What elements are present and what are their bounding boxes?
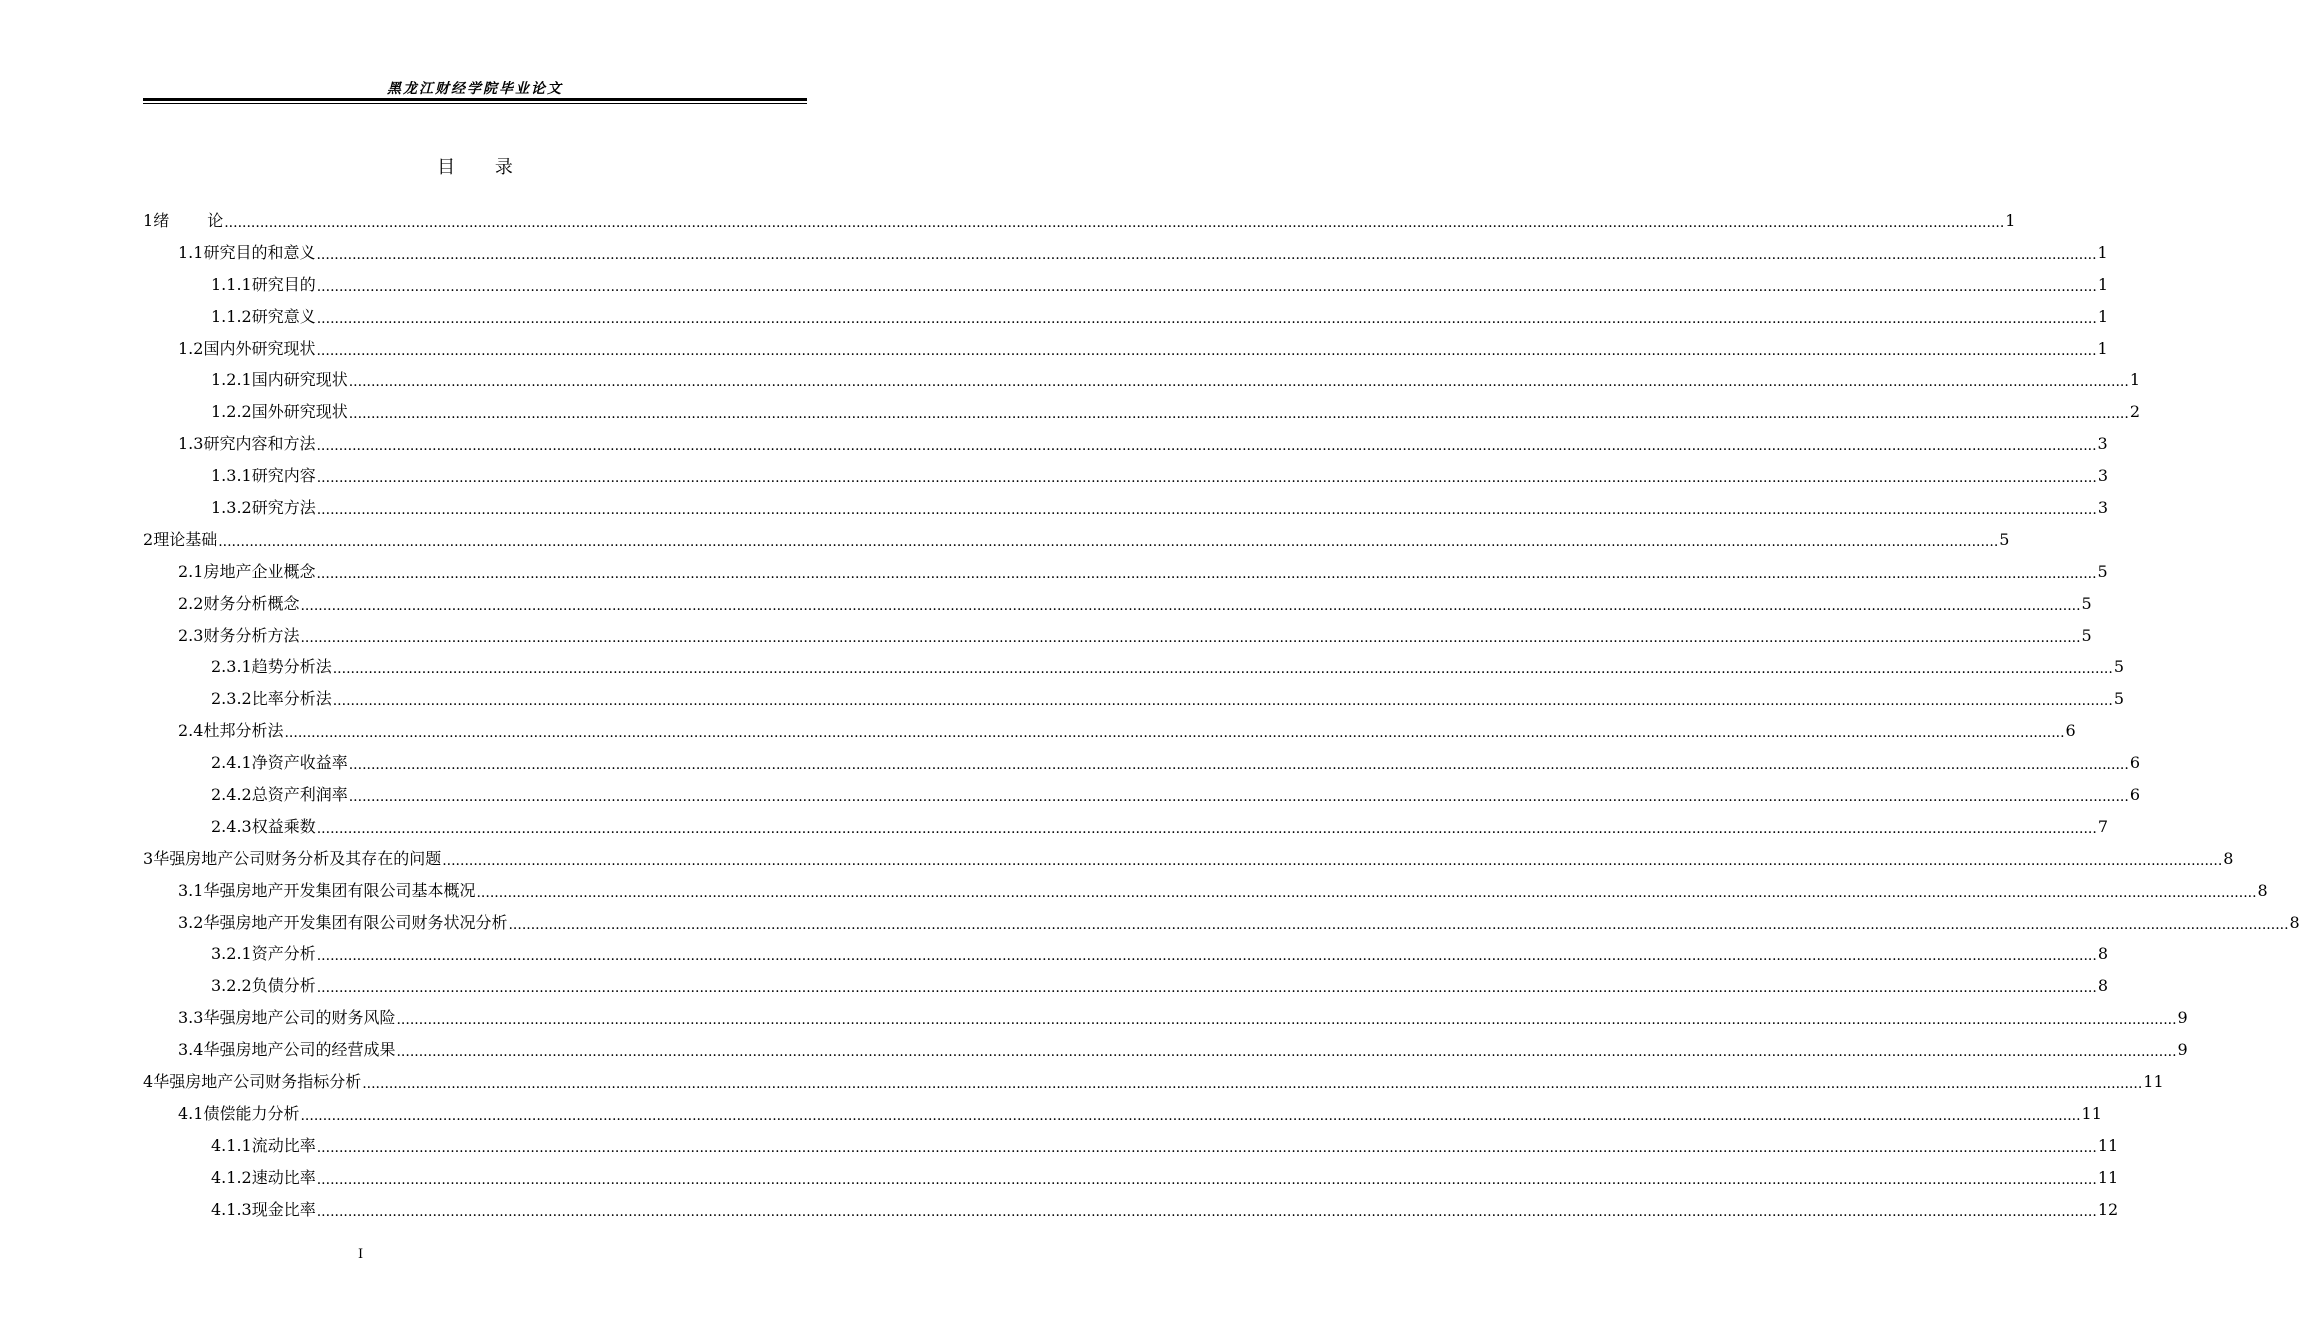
- toc-entry-page: 11: [2143, 1071, 2164, 1091]
- toc-entry-page: 11: [2097, 1135, 2119, 1155]
- toc-entry[interactable]: [143, 683, 2124, 715]
- toc-entry-title: 研究目的和意义: [203, 242, 316, 262]
- toc-dot-leader: ................................................................................................................................................................................................................................................................................................................................................................................................................: [348, 788, 2129, 805]
- toc-entry-title: 债偿能力分析: [203, 1103, 300, 1123]
- toc-entry[interactable]: [143, 1002, 2188, 1034]
- toc-dot-leader: ................................................................................................................................................................................................................................................................................................................................................................................................................: [284, 725, 2065, 742]
- toc-entry-page: 5: [2113, 657, 2124, 677]
- toc-entry[interactable]: [143, 747, 2140, 779]
- toc-entry-page: 1: [2097, 306, 2108, 326]
- toc-dot-leader: ................................................................................................................................................................................................................................................................................................................................................................................................................: [300, 629, 2081, 646]
- toc-entry-title: 趋势分析法: [251, 657, 332, 677]
- toc-entry-title: 研究意义: [251, 306, 316, 326]
- toc-entry-number: 2.4.2: [211, 784, 252, 804]
- toc-entry-title: 理论基础: [153, 529, 218, 549]
- toc-entry-page: 5: [2081, 625, 2092, 645]
- header-rule-thick: [143, 98, 807, 101]
- toc-dot-leader: ................................................................................................................................................................................................................................................................................................................................................................................................................: [316, 310, 2097, 327]
- toc-entry-title: 研究内容和方法: [203, 434, 316, 454]
- toc-entry[interactable]: [143, 205, 2016, 237]
- toc-dot-leader: ................................................................................................................................................................................................................................................................................................................................................................................................................: [316, 438, 2097, 455]
- toc-entry-page: 5: [2097, 561, 2108, 581]
- toc-entry-number: 2.4: [178, 721, 204, 741]
- toc-entry-page: 8: [2097, 944, 2108, 964]
- toc-entry[interactable]: [143, 715, 2076, 747]
- toc-entry-number: 1.1.2: [211, 306, 252, 326]
- toc-dot-leader: ................................................................................................................................................................................................................................................................................................................................................................................................................: [316, 470, 2097, 487]
- toc-entry-page: 9: [2177, 1040, 2188, 1060]
- toc-entry-title: 总资产利润率: [251, 784, 348, 804]
- toc-entry-number: 2.3.1: [211, 657, 252, 677]
- toc-entry[interactable]: [143, 269, 2108, 301]
- toc-dot-leader: ................................................................................................................................................................................................................................................................................................................................................................................................................: [348, 374, 2129, 391]
- toc-entry-page: 1: [2129, 370, 2140, 390]
- toc-entry[interactable]: [143, 620, 2092, 652]
- toc-heading: [0, 153, 950, 179]
- toc-dot-leader: ................................................................................................................................................................................................................................................................................................................................................................................................................: [396, 1044, 2177, 1061]
- toc-entry[interactable]: [143, 1194, 2119, 1226]
- header-rule-thin: [143, 103, 807, 104]
- toc-entry-page: 3: [2097, 434, 2108, 454]
- toc-entry[interactable]: [143, 301, 2108, 333]
- toc-entry-number: 2.1: [178, 561, 204, 581]
- toc-entry[interactable]: [143, 556, 2108, 588]
- toc-entry-page: 1: [2097, 274, 2108, 294]
- toc-dot-leader: ................................................................................................................................................................................................................................................................................................................................................................................................................: [316, 820, 2097, 837]
- toc-entry-title: 流动比率: [251, 1135, 316, 1155]
- toc-entry-number: 4.1.3: [211, 1199, 252, 1219]
- toc-entry-title: 绪论: [153, 210, 224, 230]
- toc-entry-title: 华强房地产公司财务分析及其存在的问题: [153, 848, 442, 868]
- toc-entry-number: 4.1: [178, 1103, 204, 1123]
- toc-dot-leader: ................................................................................................................................................................................................................................................................................................................................................................................................................: [396, 1012, 2177, 1029]
- document-header-title: 黑龙江财经学院毕业论文: [387, 81, 563, 97]
- toc-entry-page: 1: [2097, 338, 2108, 358]
- toc-entry-page: 7: [2097, 816, 2108, 836]
- toc-entry[interactable]: [143, 875, 2268, 907]
- toc-entry-page: 1: [2097, 242, 2108, 262]
- toc-entry-number: 2.3.2: [211, 689, 252, 709]
- toc-entry[interactable]: [143, 1162, 2119, 1194]
- toc-dot-leader: ................................................................................................................................................................................................................................................................................................................................................................................................................: [316, 980, 2097, 997]
- toc-entry-title: 负债分析: [251, 976, 316, 996]
- toc-entry-page: 6: [2065, 721, 2076, 741]
- toc-entry[interactable]: [143, 970, 2108, 1002]
- toc-entry-title: 房地产企业概念: [203, 561, 316, 581]
- toc-dot-leader: ................................................................................................................................................................................................................................................................................................................................................................................................................: [316, 565, 2097, 582]
- toc-entry-number: 3: [143, 848, 154, 868]
- toc-heading-char-2: 录: [494, 157, 513, 178]
- toc-entry-page: 11: [2081, 1103, 2102, 1123]
- toc-entry-title: 华强房地产公司的财务风险: [203, 1008, 396, 1028]
- toc-entry-page: 8: [2097, 976, 2108, 996]
- toc-entry-title: 研究目的: [251, 274, 316, 294]
- toc-entry-number: 2.4.1: [211, 753, 252, 773]
- toc-heading-char-1: 目: [437, 157, 456, 178]
- toc-entry-title: 权益乘数: [251, 816, 316, 836]
- toc-dot-leader: ................................................................................................................................................................................................................................................................................................................................................................................................................: [348, 757, 2129, 774]
- toc-entry-number: 3.2.2: [211, 976, 252, 996]
- toc-entry[interactable]: [143, 1034, 2188, 1066]
- toc-entry-number: 1.2: [178, 338, 204, 358]
- toc-dot-leader: ................................................................................................................................................................................................................................................................................................................................................................................................................: [316, 278, 2097, 295]
- toc-entry[interactable]: [143, 651, 2124, 683]
- page-number: I: [358, 1247, 364, 1262]
- toc-dot-leader: ................................................................................................................................................................................................................................................................................................................................................................................................................: [508, 916, 2289, 933]
- toc-entry-page: 5: [2081, 593, 2092, 613]
- toc-dot-leader: ................................................................................................................................................................................................................................................................................................................................................................................................................: [316, 948, 2097, 965]
- toc-entry-page: 8: [2289, 912, 2300, 932]
- toc-dot-leader: ................................................................................................................................................................................................................................................................................................................................................................................................................: [442, 852, 2223, 869]
- toc-entry-page: 8: [2257, 880, 2268, 900]
- toc-entry-page: 12: [2097, 1199, 2119, 1219]
- toc-entry-number: 2: [143, 529, 154, 549]
- toc-entry-title: 现金比率: [251, 1199, 316, 1219]
- toc-entry[interactable]: [143, 1098, 2102, 1130]
- toc-entry[interactable]: [143, 843, 2234, 875]
- toc-entry-title: 国内外研究现状: [203, 338, 316, 358]
- toc-entry-number: 1.3.1: [211, 466, 252, 486]
- toc-entry-number: 4: [143, 1071, 154, 1091]
- toc-entry-title: 速动比率: [251, 1167, 316, 1187]
- toc-dot-leader: ................................................................................................................................................................................................................................................................................................................................................................................................................: [316, 246, 2097, 263]
- toc-dot-leader: ................................................................................................................................................................................................................................................................................................................................................................................................................: [218, 533, 1999, 550]
- toc-dot-leader: ................................................................................................................................................................................................................................................................................................................................................................................................................: [316, 501, 2097, 518]
- toc-dot-leader: ................................................................................................................................................................................................................................................................................................................................................................................................................: [332, 661, 2113, 678]
- toc-entry-page: 6: [2129, 784, 2140, 804]
- toc-dot-leader: ................................................................................................................................................................................................................................................................................................................................................................................................................: [300, 597, 2081, 614]
- toc-entry-number: 1.3: [178, 434, 204, 454]
- toc-entry-title: 华强房地产开发集团有限公司财务状况分析: [203, 912, 508, 932]
- toc-entry-page: 3: [2097, 466, 2108, 486]
- toc-entry[interactable]: [143, 492, 2108, 524]
- toc-dot-leader: ................................................................................................................................................................................................................................................................................................................................................................................................................: [348, 406, 2129, 423]
- toc-entry-title: 国外研究现状: [251, 402, 348, 422]
- toc-dot-leader: ................................................................................................................................................................................................................................................................................................................................................................................................................: [332, 693, 2113, 710]
- toc-entry-page: 5: [2113, 689, 2124, 709]
- toc-entry[interactable]: [143, 524, 2010, 556]
- toc-dot-leader: ................................................................................................................................................................................................................................................................................................................................................................................................................: [316, 1203, 2097, 1220]
- toc-entry-number: 3.4: [178, 1040, 204, 1060]
- toc-entry[interactable]: [143, 364, 2140, 396]
- toc-dot-leader: ................................................................................................................................................................................................................................................................................................................................................................................................................: [476, 884, 2257, 901]
- toc-entry[interactable]: [143, 460, 2108, 492]
- toc-entry-number: 2.3: [178, 625, 204, 645]
- toc-entry-page: 5: [1999, 529, 2010, 549]
- toc-entry-page: 8: [2223, 848, 2234, 868]
- toc-entry[interactable]: [143, 333, 2108, 365]
- toc-dot-leader: ................................................................................................................................................................................................................................................................................................................................................................................................................: [300, 1107, 2081, 1124]
- toc-entry[interactable]: [143, 237, 2108, 269]
- toc-entry-number: 3.1: [178, 880, 204, 900]
- toc-entry-number: 1.2.1: [211, 370, 252, 390]
- toc-dot-leader: ................................................................................................................................................................................................................................................................................................................................................................................................................: [362, 1075, 2143, 1092]
- toc-entry-title: 财务分析概念: [203, 593, 300, 613]
- toc-entry-page: 1: [2005, 210, 2016, 230]
- toc-entry[interactable]: [143, 938, 2108, 970]
- toc-dot-leader: ................................................................................................................................................................................................................................................................................................................................................................................................................: [224, 214, 2005, 231]
- toc-entry-number: 2.4.3: [211, 816, 252, 836]
- toc-entry-number: 1: [143, 210, 154, 230]
- toc-entry-title: 华强房地产公司的经营成果: [203, 1040, 396, 1060]
- toc-entry-title: 资产分析: [251, 944, 316, 964]
- toc-entry-title: 华强房地产开发集团有限公司基本概况: [203, 880, 476, 900]
- toc-entry-number: 4.1.2: [211, 1167, 252, 1187]
- toc-entry-title: 净资产收益率: [251, 753, 348, 773]
- table-of-contents: [143, 205, 2300, 1226]
- toc-entry-number: 3.2: [178, 912, 204, 932]
- toc-entry[interactable]: [143, 588, 2092, 620]
- toc-entry-title: 研究方法: [251, 497, 316, 517]
- toc-entry-page: 6: [2129, 753, 2140, 773]
- toc-entry-page: 9: [2177, 1008, 2188, 1028]
- toc-entry-page: 2: [2129, 402, 2140, 422]
- toc-entry-title: 国内研究现状: [251, 370, 348, 390]
- toc-entry[interactable]: [143, 779, 2140, 811]
- toc-entry[interactable]: [143, 907, 2300, 939]
- toc-entry[interactable]: [143, 811, 2108, 843]
- toc-entry-title: 财务分析方法: [203, 625, 300, 645]
- toc-entry-number: 4.1.1: [211, 1135, 252, 1155]
- toc-entry-page: 11: [2097, 1167, 2119, 1187]
- toc-entry[interactable]: [143, 428, 2108, 460]
- toc-entry-number: 1.3.2: [211, 497, 252, 517]
- toc-entry-page: 3: [2097, 497, 2108, 517]
- toc-entry-title: 华强房地产公司财务指标分析: [153, 1071, 362, 1091]
- toc-entry-number: 1.2.2: [211, 402, 252, 422]
- toc-entry-number: 3.3: [178, 1008, 204, 1028]
- toc-entry-number: 2.2: [178, 593, 204, 613]
- toc-dot-leader: ................................................................................................................................................................................................................................................................................................................................................................................................................: [316, 1139, 2097, 1156]
- toc-entry[interactable]: [143, 1130, 2119, 1162]
- toc-dot-leader: ................................................................................................................................................................................................................................................................................................................................................................................................................: [316, 342, 2097, 359]
- toc-entry-title: 杜邦分析法: [203, 721, 284, 741]
- toc-entry-title: 研究内容: [251, 466, 316, 486]
- toc-entry-number: 1.1.1: [211, 274, 252, 294]
- toc-entry[interactable]: [143, 396, 2140, 428]
- toc-entry-number: 1.1: [178, 242, 204, 262]
- toc-entry-number: 3.2.1: [211, 944, 252, 964]
- toc-entry-title: 比率分析法: [251, 689, 332, 709]
- toc-entry[interactable]: [143, 1066, 2164, 1098]
- toc-dot-leader: ................................................................................................................................................................................................................................................................................................................................................................................................................: [316, 1171, 2097, 1188]
